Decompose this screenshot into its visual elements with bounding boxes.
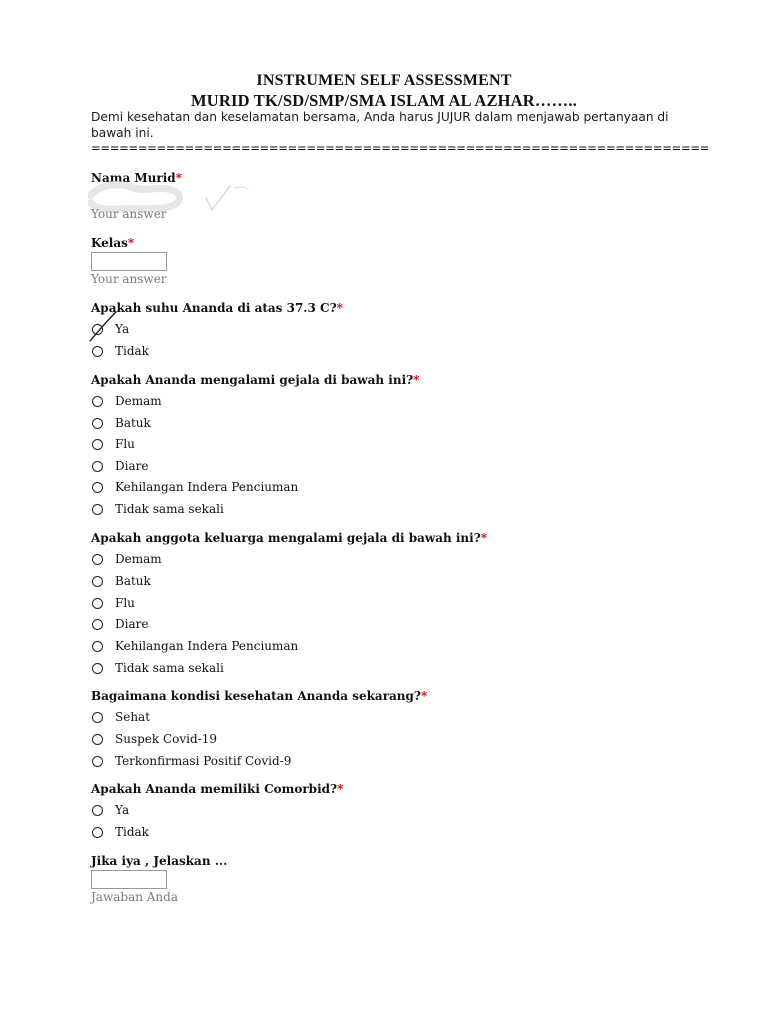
question-keluarga (91, 531, 487, 545)
question-nama-murid (91, 171, 182, 185)
radio-option-kondisi-positif[interactable] (92, 753, 291, 769)
option-label: Tidak (115, 825, 149, 839)
radio-circle-icon[interactable] (92, 482, 103, 493)
radio-circle-icon[interactable] (92, 756, 103, 767)
radio-option-keluarga-diare[interactable] (92, 616, 148, 632)
option-label: Demam (115, 552, 162, 566)
option-label: Tidak sama sekali (115, 502, 224, 516)
radio-option-comorbid-ya[interactable] (92, 802, 129, 818)
radio-option-comorbid-tidak[interactable] (92, 824, 149, 840)
question-label: Apakah Ananda memiliki Comorbid? (91, 782, 338, 796)
nama-answer-input[interactable]: Your answer (91, 207, 167, 221)
required-asterisk: * (336, 301, 343, 315)
kelas-answer-placeholder: Your answer (91, 272, 167, 286)
radio-circle-icon[interactable] (92, 346, 103, 357)
radio-circle-icon[interactable] (92, 396, 103, 407)
required-asterisk: * (337, 782, 344, 796)
radio-circle-icon[interactable] (92, 461, 103, 472)
radio-option-gejala-diare[interactable] (92, 458, 148, 474)
option-label: Demam (115, 394, 162, 408)
question-label: Kelas (91, 236, 128, 250)
radio-circle-icon[interactable] (92, 598, 103, 609)
required-asterisk: * (480, 531, 488, 545)
option-label: Tidak sama sekali (115, 661, 224, 675)
form-title: INSTRUMEN SELF ASSESSMENT (256, 72, 512, 89)
option-label: Flu (115, 437, 135, 451)
radio-option-suhu-ya[interactable] (92, 321, 129, 337)
radio-option-gejala-demam[interactable] (92, 393, 162, 409)
required-asterisk: * (413, 373, 420, 387)
radio-option-keluarga-demam[interactable] (92, 551, 162, 567)
radio-option-gejala-flu[interactable] (92, 436, 135, 452)
kelas-input-box[interactable] (91, 252, 167, 271)
option-label: Sehat (115, 710, 151, 724)
radio-circle-icon[interactable] (92, 712, 103, 723)
divider-line: ================================================================== (91, 141, 710, 155)
radio-circle-icon[interactable] (92, 504, 103, 515)
required-asterisk: * (127, 236, 135, 250)
radio-option-kondisi-sehat[interactable] (92, 709, 150, 725)
option-label: Tidak (115, 344, 149, 358)
question-comorbid (91, 782, 343, 796)
question-jelaskan (91, 854, 227, 868)
radio-circle-icon[interactable] (92, 439, 103, 450)
radio-option-keluarga-flu[interactable] (92, 595, 135, 611)
radio-option-keluarga-batuk[interactable] (92, 573, 151, 589)
question-label: Bagaimana kondisi kesehatan Ananda sekarang? (91, 689, 421, 703)
option-label: Ya (115, 322, 130, 336)
radio-option-gejala-tidak[interactable] (92, 501, 224, 517)
question-kondisi (91, 689, 427, 703)
radio-option-gejala-batuk[interactable] (92, 415, 151, 431)
form-subtitle: MURID TK/SD/SMP/SMA ISLAM AL AZHAR…….. (191, 91, 577, 110)
radio-circle-icon[interactable] (92, 641, 103, 652)
required-asterisk: * (175, 171, 182, 185)
radio-option-kondisi-suspek[interactable] (92, 731, 217, 747)
question-label: Apakah suhu Ananda di atas 37.3 C? (91, 301, 337, 315)
question-gejala (91, 373, 419, 387)
radio-option-suhu-tidak[interactable] (92, 343, 149, 359)
option-label: Diare (115, 617, 149, 631)
question-kelas (91, 236, 134, 250)
option-label: Batuk (115, 416, 151, 430)
radio-circle-icon[interactable] (92, 576, 103, 587)
question-label: Apakah Ananda mengalami gejala di bawah ini? (91, 373, 414, 387)
jelaskan-answer-placeholder: Jawaban Anda (91, 890, 178, 904)
radio-option-keluarga-tidak[interactable] (92, 660, 224, 676)
option-label: Flu (115, 596, 135, 610)
radio-option-gejala-penciuman[interactable] (92, 479, 298, 495)
option-label: Terkonfirmasi Positif Covid-9 (115, 754, 292, 768)
option-label: Diare (115, 459, 149, 473)
radio-circle-icon[interactable] (92, 324, 103, 335)
question-label: Apakah anggota keluarga mengalami gejala di bawah ini? (91, 531, 481, 545)
question-suhu (91, 301, 343, 315)
radio-option-keluarga-penciuman[interactable] (92, 638, 298, 654)
question-label: Nama Murid (91, 171, 176, 185)
radio-circle-icon[interactable] (92, 663, 103, 674)
question-label: Jika iya , Jelaskan ... (91, 854, 228, 868)
option-label: Ya (115, 803, 130, 817)
option-label: Kehilangan Indera Penciuman (115, 480, 299, 494)
radio-circle-icon[interactable] (92, 619, 103, 630)
option-label: Batuk (115, 574, 151, 588)
form-intro: Demi kesehatan dan keselamatan bersama, Anda harus JUJUR dalam menjawab pertanyaan di bawah ini. (91, 110, 669, 140)
radio-circle-icon[interactable] (92, 827, 103, 838)
radio-circle-icon[interactable] (92, 554, 103, 565)
required-asterisk: * (420, 689, 428, 703)
radio-circle-icon[interactable] (92, 734, 103, 745)
option-label: Kehilangan Indera Penciuman (115, 639, 299, 653)
radio-circle-icon[interactable] (92, 805, 103, 816)
option-label: Suspek Covid-19 (115, 732, 218, 746)
jelaskan-input-box[interactable] (91, 870, 167, 889)
radio-circle-icon[interactable] (92, 418, 103, 429)
